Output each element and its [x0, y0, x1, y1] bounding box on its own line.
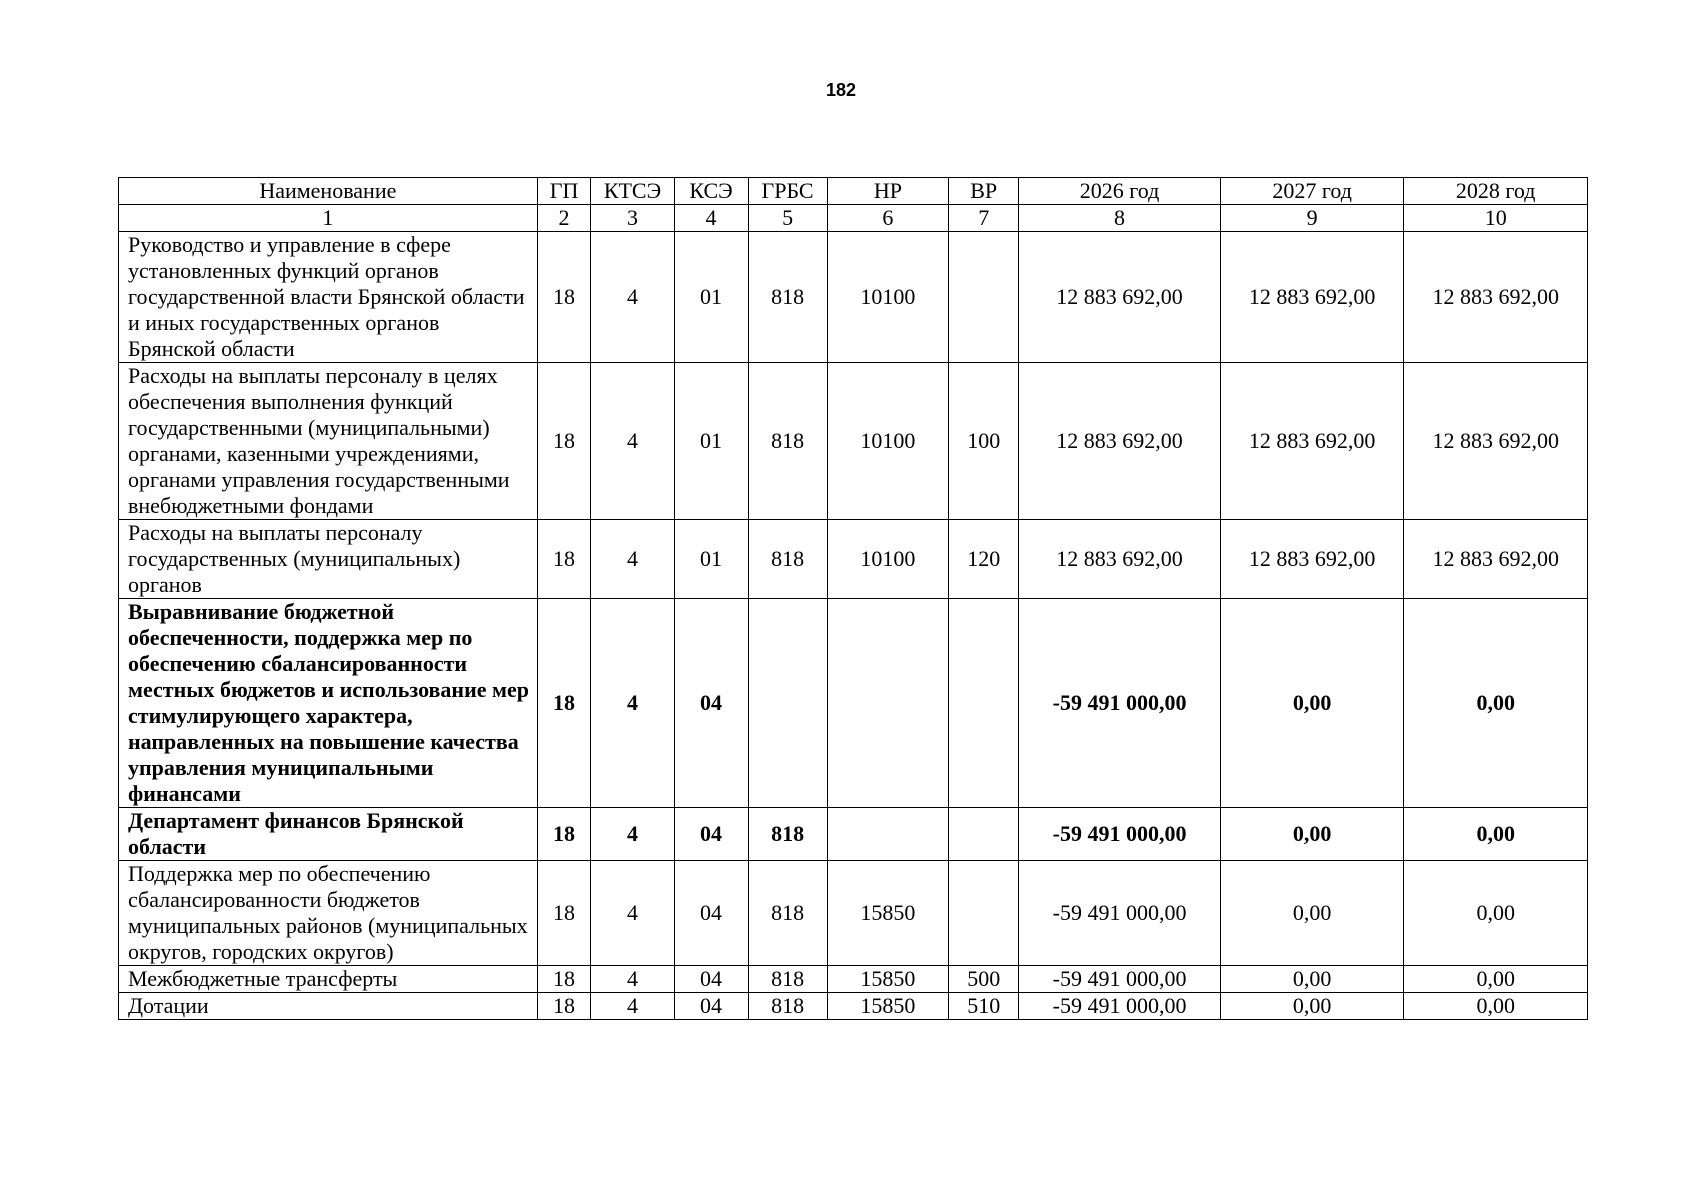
- row-vr: 500: [949, 966, 1019, 993]
- header-gp: ГП: [537, 178, 591, 205]
- header-2028: 2028 год: [1404, 178, 1588, 205]
- header-vr: ВР: [949, 178, 1019, 205]
- column-number: 4: [674, 205, 748, 232]
- row-amount-2026: 12 883 692,00: [1019, 232, 1221, 363]
- column-number: 5: [748, 205, 827, 232]
- header-kse: КСЭ: [674, 178, 748, 205]
- column-number: 1: [119, 205, 538, 232]
- row-vr: [949, 232, 1019, 363]
- header-ktse: КТСЭ: [591, 178, 674, 205]
- row-grbs: 818: [748, 861, 827, 966]
- page-number: 182: [825, 80, 857, 100]
- row-gp: 18: [537, 599, 591, 808]
- row-nr: 10100: [827, 520, 949, 599]
- row-nr: 15850: [827, 993, 949, 1020]
- row-amount-2028: 0,00: [1404, 966, 1588, 993]
- row-kse: 04: [674, 993, 748, 1020]
- row-kse: 01: [674, 232, 748, 363]
- row-nr: 15850: [827, 966, 949, 993]
- row-grbs: 818: [748, 232, 827, 363]
- column-number: 6: [827, 205, 949, 232]
- row-amount-2026: 12 883 692,00: [1019, 520, 1221, 599]
- row-kse: 04: [674, 966, 748, 993]
- row-amount-2027: 0,00: [1220, 966, 1403, 993]
- row-nr: [827, 599, 949, 808]
- row-amount-2028: 12 883 692,00: [1404, 520, 1588, 599]
- row-vr: [949, 861, 1019, 966]
- row-grbs: [748, 599, 827, 808]
- row-amount-2026: -59 491 000,00: [1019, 966, 1221, 993]
- row-kse: 04: [674, 599, 748, 808]
- row-gp: 18: [537, 520, 591, 599]
- row-kse: 04: [674, 808, 748, 861]
- row-gp: 18: [537, 232, 591, 363]
- row-grbs: 818: [748, 808, 827, 861]
- column-number-row: [119, 205, 1588, 232]
- row-amount-2026: -59 491 000,00: [1019, 993, 1221, 1020]
- row-vr: 100: [949, 363, 1019, 520]
- row-kse: 04: [674, 861, 748, 966]
- row-amount-2028: 0,00: [1404, 599, 1588, 808]
- row-amount-2026: 12 883 692,00: [1019, 363, 1221, 520]
- row-ktse: 4: [591, 363, 674, 520]
- row-amount-2026: -59 491 000,00: [1019, 861, 1221, 966]
- row-kse: 01: [674, 520, 748, 599]
- row-amount-2027: 0,00: [1220, 861, 1403, 966]
- column-number: 8: [1019, 205, 1221, 232]
- column-number: 3: [591, 205, 674, 232]
- row-amount-2028: 12 883 692,00: [1404, 363, 1588, 520]
- header-name: Наименование: [119, 178, 538, 205]
- header-row: [119, 178, 1588, 205]
- row-amount-2027: 0,00: [1220, 599, 1403, 808]
- row-kse: 01: [674, 363, 748, 520]
- row-ktse: 4: [591, 808, 674, 861]
- row-ktse: 4: [591, 966, 674, 993]
- row-amount-2028: 0,00: [1404, 808, 1588, 861]
- row-nr: [827, 808, 949, 861]
- budget-table: [118, 177, 1588, 1020]
- row-gp: 18: [537, 808, 591, 861]
- table-row: [119, 993, 1588, 1020]
- row-ktse: 4: [591, 520, 674, 599]
- table-row: [119, 520, 1588, 599]
- row-amount-2027: 0,00: [1220, 808, 1403, 861]
- column-number: 7: [949, 205, 1019, 232]
- header-grbs: ГРБС: [748, 178, 827, 205]
- row-vr: 510: [949, 993, 1019, 1020]
- header-nr: НР: [827, 178, 949, 205]
- row-grbs: 818: [748, 966, 827, 993]
- row-amount-2028: 0,00: [1404, 993, 1588, 1020]
- table-row: [119, 363, 1588, 520]
- row-ktse: 4: [591, 861, 674, 966]
- table-row: [119, 232, 1588, 363]
- header-2027: 2027 год: [1220, 178, 1403, 205]
- row-amount-2028: 0,00: [1404, 861, 1588, 966]
- row-ktse: 4: [591, 232, 674, 363]
- table-row: [119, 861, 1588, 966]
- column-number: 9: [1220, 205, 1403, 232]
- row-name: Руководство и управление в сфере установленных функций органов государственной власти Брянской области и иных государственных органов Брянской области: [119, 232, 538, 363]
- row-grbs: 818: [748, 363, 827, 520]
- row-vr: [949, 599, 1019, 808]
- column-number: 2: [537, 205, 591, 232]
- row-name: Дотации: [119, 993, 538, 1020]
- table-row: [119, 599, 1588, 808]
- row-name: Расходы на выплаты персоналу государственных (муниципальных) органов: [119, 520, 538, 599]
- row-vr: [949, 808, 1019, 861]
- row-amount-2026: -59 491 000,00: [1019, 599, 1221, 808]
- row-name: Выравнивание бюджетной обеспеченности, поддержка мер по обеспечению сбалансированности местных бюджетов и использование мер стимулирующего характера, направленных на повышение качества управления муниципальными финансами: [119, 599, 538, 808]
- row-ktse: 4: [591, 599, 674, 808]
- row-gp: 18: [537, 363, 591, 520]
- row-grbs: 818: [748, 520, 827, 599]
- row-name: Поддержка мер по обеспечению сбалансированности бюджетов муниципальных районов (муниципальных округов, городских округов): [119, 861, 538, 966]
- column-number: 10: [1404, 205, 1588, 232]
- row-amount-2027: 0,00: [1220, 993, 1403, 1020]
- row-grbs: 818: [748, 993, 827, 1020]
- row-amount-2028: 12 883 692,00: [1404, 232, 1588, 363]
- row-ktse: 4: [591, 993, 674, 1020]
- row-name: Межбюджетные трансферты: [119, 966, 538, 993]
- row-gp: 18: [537, 966, 591, 993]
- row-amount-2026: -59 491 000,00: [1019, 808, 1221, 861]
- row-gp: 18: [537, 861, 591, 966]
- row-nr: 10100: [827, 363, 949, 520]
- row-nr: 10100: [827, 232, 949, 363]
- row-nr: 15850: [827, 861, 949, 966]
- row-gp: 18: [537, 993, 591, 1020]
- row-amount-2027: 12 883 692,00: [1220, 363, 1403, 520]
- table-row: [119, 808, 1588, 861]
- row-name: Департамент финансов Брянской области: [119, 808, 538, 861]
- header-2026: 2026 год: [1019, 178, 1221, 205]
- row-name: Расходы на выплаты персоналу в целях обеспечения выполнения функций государственными (муниципальными) органами, казенными учреждениями, органами управления государственными внебюджетными фондами: [119, 363, 538, 520]
- row-amount-2027: 12 883 692,00: [1220, 232, 1403, 363]
- row-vr: 120: [949, 520, 1019, 599]
- row-amount-2027: 12 883 692,00: [1220, 520, 1403, 599]
- table-row: [119, 966, 1588, 993]
